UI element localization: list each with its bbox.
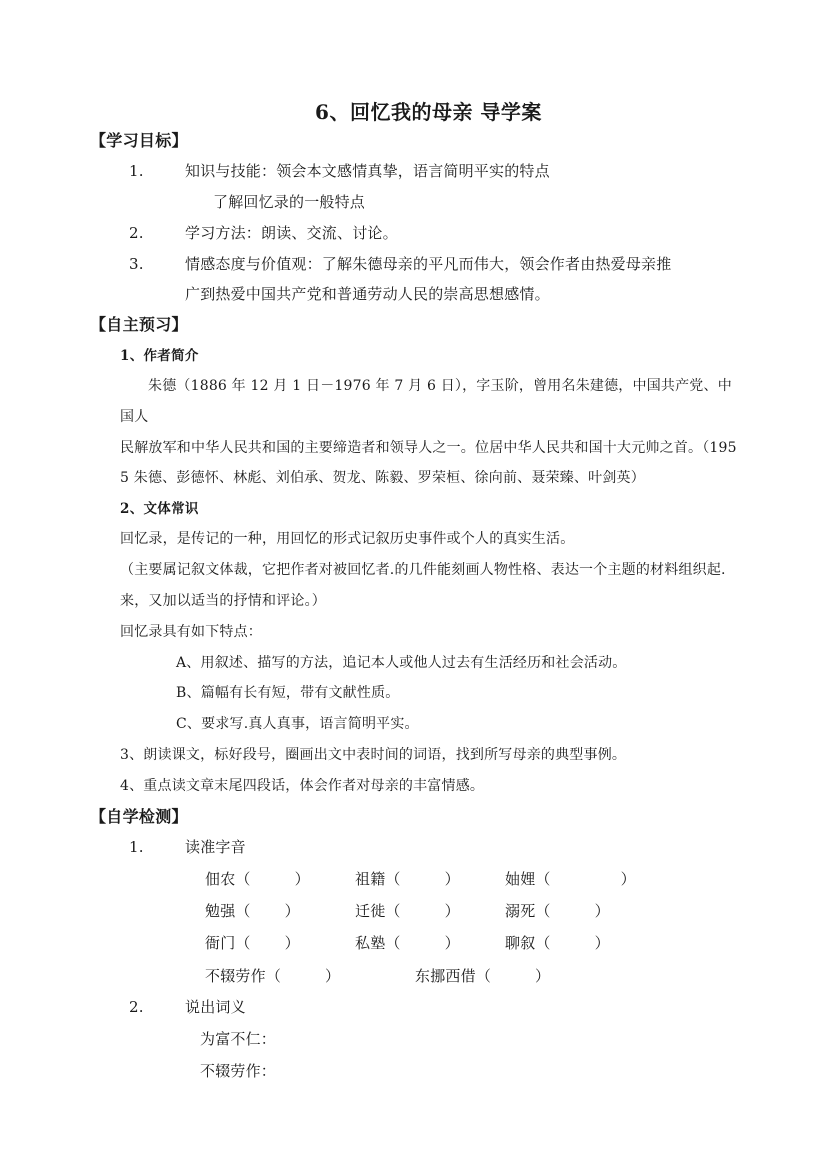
vocab-word: 溺死 <box>505 902 536 921</box>
paren-close: ） <box>444 869 460 888</box>
paren-open: （ <box>535 934 551 953</box>
genre-line-2: （主要属记叙文体裁，它把作者对被回忆者.的几件能刻画人物性格、表达一个主题的材料组织起. <box>120 562 726 579</box>
selftest-1-number: 1. <box>129 838 144 857</box>
paren-open: （ <box>475 966 492 985</box>
vocab-cell <box>205 895 355 927</box>
feature-item-a: A、用叙述、描写的方法，追记本人或他人过去有生活经历和社会活动。 <box>176 654 627 671</box>
subheading-genre-knowledge: 2、文体常识 <box>120 501 199 518</box>
vocab-word: 勉强 <box>205 902 236 921</box>
vocab-cell <box>505 927 665 959</box>
selftest-2-number: 2. <box>129 997 144 1016</box>
objective-3-number: 3. <box>129 254 144 273</box>
definition-term-2: 不辍劳作： <box>200 1061 277 1080</box>
vocab-cell <box>415 960 550 992</box>
paren-open: （ <box>535 869 551 888</box>
vocab-word: 佃农 <box>205 869 236 888</box>
objective-item-1 <box>0 156 827 187</box>
definition-term-1: 为富不仁： <box>200 1029 277 1048</box>
vocab-cell <box>355 895 505 927</box>
author-paragraph-line-2: 民解放军和中华人民共和国的主要缔造者和领导人之一。位居中华人民共和国十大元帅之首。（195 <box>120 439 737 456</box>
vocab-word: 祖籍 <box>355 869 386 888</box>
paren-open: （ <box>535 902 551 921</box>
vocab-cell <box>355 927 505 959</box>
paren-close: ） <box>284 902 300 921</box>
paren-open: （ <box>265 966 282 985</box>
preview-task-3: 3、朗读课文，标好段号，圈画出文中表时间的词语，找到所写母亲的典型事例。 <box>120 747 627 764</box>
section-heading-selftest: 【自学检测】 <box>90 806 188 826</box>
objective-item-2 <box>0 218 827 249</box>
vocab-cell <box>205 927 355 959</box>
paren-close: ） <box>444 902 460 921</box>
paren-close: ） <box>620 869 636 888</box>
genre-line-1: 回忆录，是传记的一种，用回忆的形式记叙历史事件或个人的真实生活。 <box>120 531 575 548</box>
paren-close: ） <box>444 934 460 953</box>
feature-item-c: C、要求写.真人真事，语言简明平实。 <box>176 716 419 733</box>
author-paragraph-line-1: 朱德（1886 年 12 月 1 日－1976 年 7 月 6 日），字玉阶，曾用名朱建德，中国共产党、中国人 <box>120 377 732 425</box>
section-heading-preview: 【自主预习】 <box>90 315 188 335</box>
objective-2-text: 学习方法：朗读、交流、讨论。 <box>185 223 398 242</box>
paren-open: （ <box>385 869 401 888</box>
vocab-word: 聊叙 <box>505 934 536 953</box>
selftest-2-label: 说出词义 <box>185 997 246 1016</box>
objective-2-number: 2. <box>129 223 144 242</box>
subheading-author-intro: 1、作者简介 <box>120 347 199 364</box>
paren-open: （ <box>385 934 401 953</box>
vocab-word: 私塾 <box>355 934 386 953</box>
section-heading-objectives: 【学习目标】 <box>90 131 188 150</box>
paren-close: ） <box>594 934 610 953</box>
page-title: 6、回忆我的母亲 导学案 <box>315 100 542 124</box>
pronunciation-row-4 <box>0 960 827 992</box>
vocab-word: 迁徙 <box>355 902 386 921</box>
preview-task-4: 4、重点读文章末尾四段话，体会作者对母亲的丰富情感。 <box>120 777 485 794</box>
vocab-word: 妯娌 <box>505 869 536 888</box>
objective-1-number: 1. <box>129 162 144 181</box>
objective-3-text: 情感态度与价值观：了解朱德母亲的平凡而伟大，领会作者由热爱母亲推 <box>185 254 672 273</box>
vocab-cell <box>505 895 665 927</box>
objective-item-3 <box>0 249 827 280</box>
vocab-cell <box>355 863 505 895</box>
selftest-item-2 <box>0 992 827 1023</box>
pronunciation-row-2 <box>0 895 827 927</box>
vocab-cell <box>205 863 355 895</box>
paren-open: （ <box>235 869 251 888</box>
selftest-1-label: 读准字音 <box>185 838 246 857</box>
paren-close: ） <box>325 966 341 985</box>
author-paragraph-line-3: 5 朱德、彭德怀、林彪、刘伯承、贺龙、陈毅、罗荣桓、徐向前、聂荣臻、叶剑英） <box>120 470 645 487</box>
paren-close: ） <box>294 869 310 888</box>
objective-item-1-continuation: 了解回忆录的一般特点 <box>213 193 366 212</box>
paren-close: ） <box>284 934 300 953</box>
selftest-item-1 <box>0 832 827 863</box>
vocab-word: 东挪西借 <box>415 966 476 985</box>
vocab-cell <box>505 863 665 895</box>
paren-close: ） <box>594 902 610 921</box>
paren-close: ） <box>535 966 551 985</box>
genre-line-3: 来，又加以适当的抒情和评论。） <box>120 593 326 610</box>
paren-open: （ <box>235 934 251 953</box>
feature-item-b: B、篇幅有长有短，带有文献性质。 <box>176 685 400 702</box>
features-intro: 回忆录具有如下特点： <box>120 623 262 640</box>
objective-item-3-wrap: 广到热爱中国共产党和普通劳动人民的崇高思想感情。 <box>185 285 550 304</box>
pronunciation-row-3 <box>0 927 827 959</box>
paren-open: （ <box>385 902 401 921</box>
paren-open: （ <box>235 902 251 921</box>
vocab-word: 衙门 <box>205 934 236 953</box>
pronunciation-row-1 <box>0 863 827 895</box>
vocab-word: 不辍劳作 <box>205 966 266 985</box>
vocab-cell <box>205 960 415 992</box>
objective-1-text: 知识与技能：领会本文感情真挚，语言简明平实的特点 <box>185 162 550 181</box>
